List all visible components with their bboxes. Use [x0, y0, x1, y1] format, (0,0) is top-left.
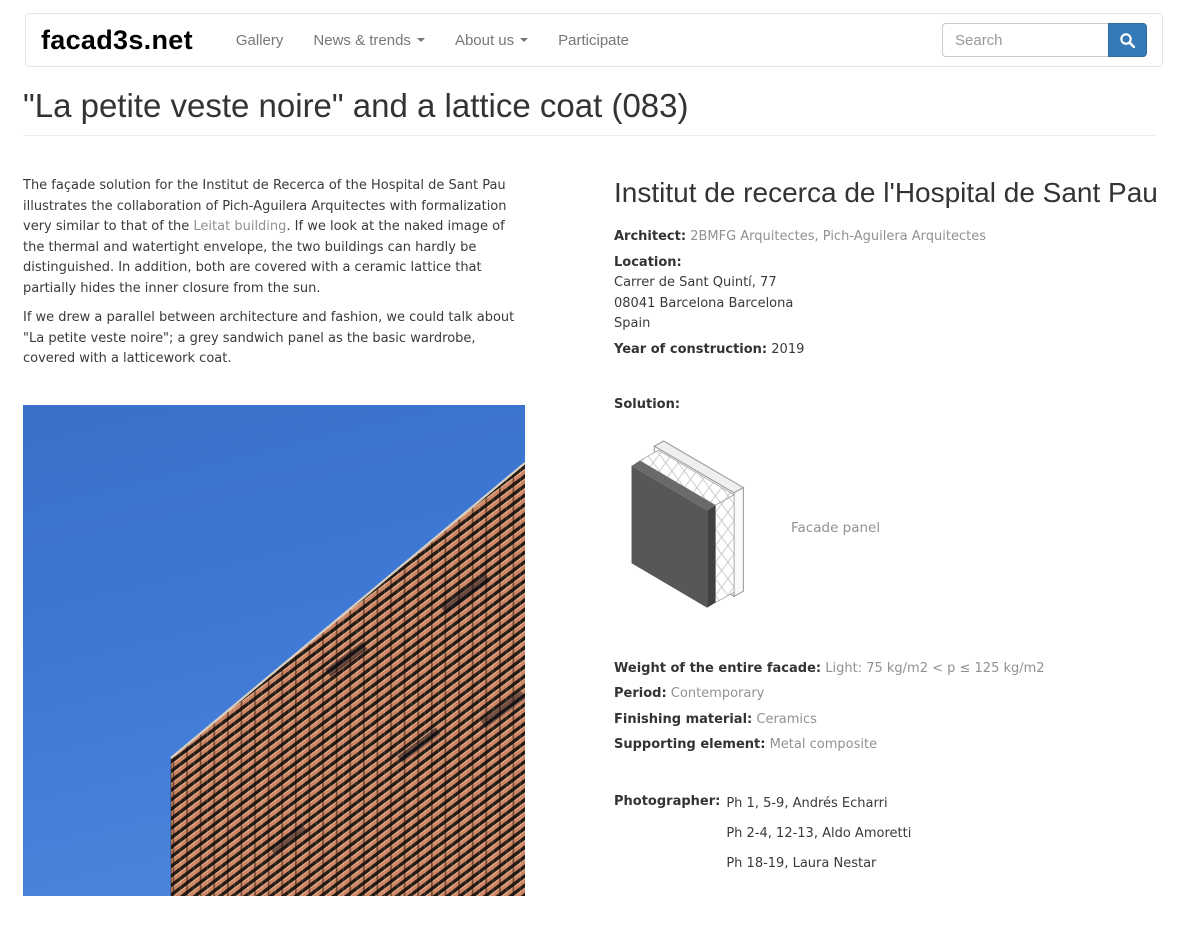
facade-panel-link[interactable]: Facade panel: [791, 519, 881, 536]
nav-item-news-trends[interactable]: News & trends: [298, 14, 440, 66]
navbar: [25, 13, 1163, 67]
search-button[interactable]: [1108, 23, 1147, 57]
main-nav: [221, 14, 644, 66]
photographer-line: Ph 18-19, Laura Nestar: [726, 855, 877, 871]
architect-link-2[interactable]: Pich-Aguilera Arquitectes: [822, 229, 986, 244]
weight-value-link[interactable]: Light: 75 kg/m2 < p ≤ 125 kg/m2: [825, 660, 1045, 676]
chevron-down-icon: [520, 38, 528, 42]
supporting-element-link[interactable]: Metal composite: [769, 737, 878, 752]
brand-logo[interactable]: facad3s.net: [41, 24, 193, 55]
photographer-line: Ph 2-4, 12-13, Aldo Amoretti: [726, 825, 912, 841]
solution-row: [614, 395, 1162, 416]
architect-link-1[interactable]: 2BMFG Arquitectes: [690, 229, 815, 244]
page-container: [0, 87, 1179, 896]
photographer-line: Ph 1, 5-9, Andrés Echarri: [726, 795, 888, 811]
location-row: [614, 253, 1162, 335]
search-form: [942, 23, 1147, 57]
address-line: 08041 Barcelona Barcelona: [614, 295, 794, 311]
nav-item-about-us[interactable]: About us: [440, 14, 543, 66]
weight-label: Weight of the entire facade:: [614, 660, 822, 676]
location-label: Location:: [614, 254, 682, 270]
chevron-down-icon: [417, 38, 425, 42]
nav-item-gallery[interactable]: Gallery: [235, 31, 284, 49]
period-label: Period:: [614, 686, 667, 701]
solution-label: Solution:: [614, 397, 681, 412]
supporting-element-label: Supporting element:: [614, 737, 766, 752]
solution-figure: [614, 422, 1162, 634]
building-name-heading: Institut de recerca de l'Hospital de Sant Pau: [614, 177, 1158, 208]
content-row: [23, 176, 1156, 896]
photographer-row: [614, 794, 1162, 884]
page-title: "La petite veste noire" and a lattice coat (083): [23, 87, 1156, 136]
leitat-building-link[interactable]: Leitat building: [193, 219, 287, 234]
article-column: [23, 176, 525, 896]
supporting-element-row: [614, 735, 1162, 756]
photographer-values: [726, 794, 911, 884]
nav-item-participate[interactable]: Participate: [558, 31, 630, 49]
search-icon: [1119, 32, 1136, 49]
architect-label: Architect:: [614, 229, 687, 244]
weight-row: [614, 659, 1162, 680]
finishing-material-link[interactable]: Ceramics: [756, 711, 817, 727]
period-row: [614, 684, 1162, 705]
architect-row: Architect: 2BMFG Arquitectes, Pich-Aguilera Arquitectes: [614, 229, 986, 244]
photographer-label: Photographer:: [614, 793, 721, 809]
building-facade-photo: [23, 405, 525, 896]
finishing-material-label: Finishing material:: [614, 711, 753, 727]
address-line: Spain: [614, 316, 651, 331]
article-paragraph-2: If we drew a parallel between architecture and fashion, we could talk about "La petite veste noire"; a grey sandwich panel as the basic wardrobe, covered with a latticework coat.: [23, 310, 515, 366]
article-paragraph-1: The façade solution for the Institut de Recerca of the Hospital de Sant Pau illustrates the collaboration of Pich-Aguilera Arquitectes with formalization very similar to that of the Leitat building. If we look at the naked image of the thermal and watertight envelope, the two buildings can hardly be distinguished. In addition, both are covered with a ceramic lattice that partially hides the inner closure from the sun.: [23, 178, 507, 296]
year-row: [614, 340, 1162, 361]
address-line: Carrer de Sant Quintí, 77: [614, 275, 777, 290]
facade-panel-illustration: [616, 422, 761, 634]
period-value-link[interactable]: Contemporary: [670, 686, 765, 701]
year-value: 2019: [771, 341, 805, 357]
search-input[interactable]: [942, 23, 1108, 57]
details-column: [614, 176, 1162, 896]
finishing-material-row: [614, 710, 1162, 731]
year-label: Year of construction:: [614, 341, 768, 357]
